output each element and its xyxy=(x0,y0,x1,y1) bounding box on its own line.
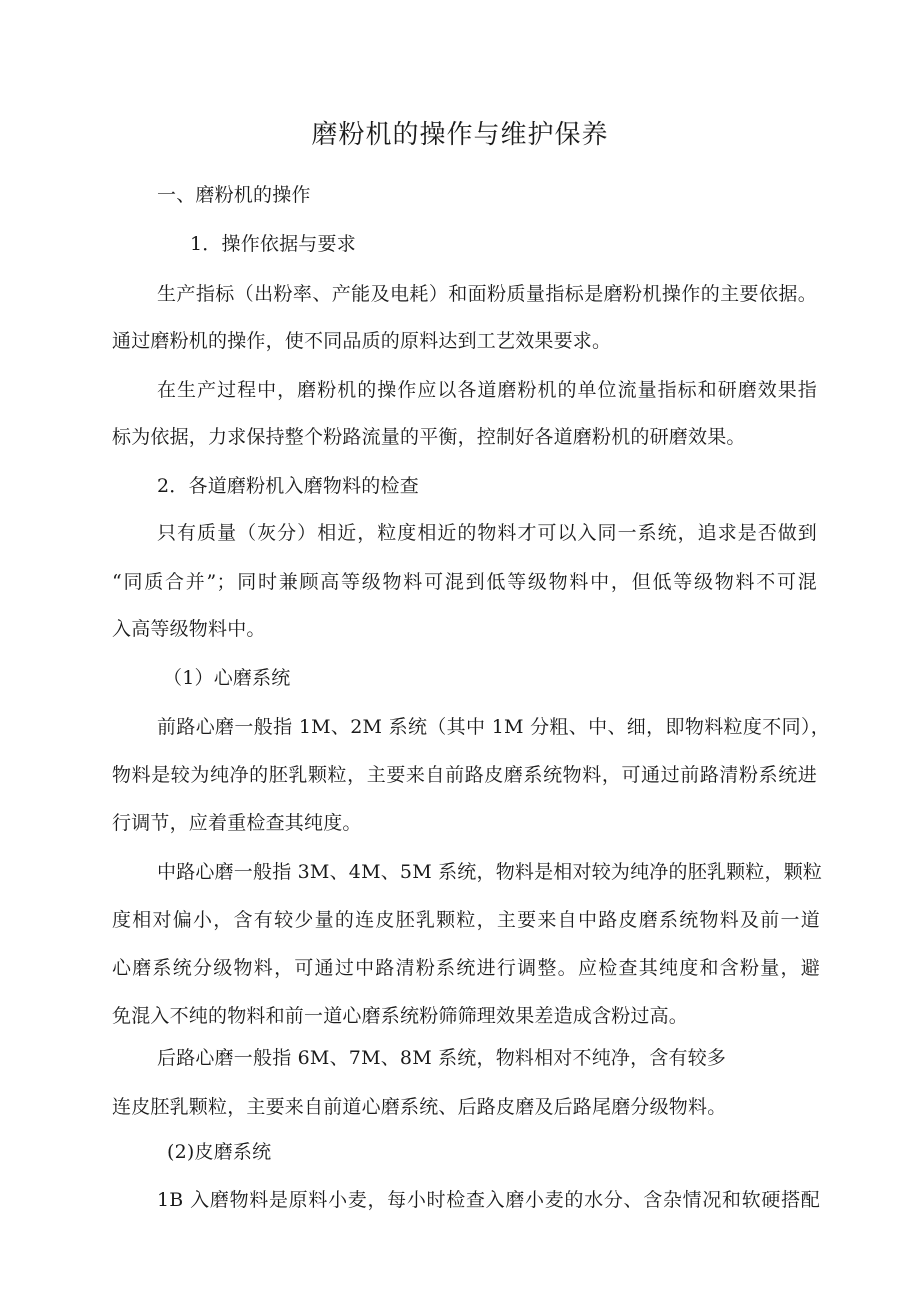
paragraph-line: “同质合并”；同时兼顾高等级物料可混到低等级物料中，但低等级物料不可混 xyxy=(112,571,817,593)
paragraph-line: 连皮胚乳颗粒，主要来自前道心磨系统、后路皮磨及后路尾磨分级物料。 xyxy=(112,1096,727,1118)
page-title: 磨粉机的操作与维护保养 xyxy=(311,120,609,150)
paragraph-line: 入高等级物料中。 xyxy=(112,618,266,640)
paragraph-line: 心磨系统分级物料，可通过中路清粉系统进行调整。应检查其纯度和含粉量，避 xyxy=(112,957,820,979)
sub-heading-break-mill: (2)皮磨系统 xyxy=(167,1141,272,1163)
subsection-heading: 1．操作依据与要求 xyxy=(190,233,356,255)
paragraph-line: 前路心磨一般指 1M、2M 系统（其中 1M 分粗、中、细，即物料粒度不同）， xyxy=(157,716,830,738)
paragraph-line: 只有质量（灰分）相近，粒度相近的物料才可以入同一系统，追求是否做到 xyxy=(157,522,817,544)
paragraph-line: 物料是较为纯净的胚乳颗粒，主要来自前路皮磨系统物料，可通过前路清粉系统进 xyxy=(112,764,817,786)
paragraph-line: 在生产过程中，磨粉机的操作应以各道磨粉机的单位流量指标和研磨效果指 xyxy=(157,379,817,401)
paragraph-line: 度相对偏小，含有较少量的连皮胚乳颗粒，主要来自中路皮磨系统物料及前一道 xyxy=(112,909,820,931)
section-heading: 一、磨粉机的操作 xyxy=(157,184,311,206)
paragraph-line: 行调节，应着重检查其纯度。 xyxy=(112,812,362,834)
paragraph-line: 通过磨粉机的操作，使不同品质的原料达到工艺效果要求。 xyxy=(112,330,612,352)
sub-heading-heart-mill: （1）心磨系统 xyxy=(163,667,291,689)
paragraph-line: 标为依据，力求保持整个粉路流量的平衡，控制好各道磨粉机的研磨效果。 xyxy=(112,426,746,448)
subsection-heading: 2．各道磨粉机入磨物料的检查 xyxy=(157,475,419,497)
paragraph-line: 中路心磨一般指 3M、4M、5M 系统，物料是相对较为纯净的胚乳颗粒，颗粒 xyxy=(157,861,823,883)
paragraph-line: 生产指标（出粉率、产能及电耗）和面粉质量指标是磨粉机操作的主要依据。 xyxy=(157,283,817,305)
paragraph-line: 1B 入磨物料是原料小麦，每小时检查入磨小麦的水分、含杂情况和软硬搭配 xyxy=(157,1189,820,1211)
paragraph-line: 免混入不纯的物料和前一道心磨系统粉筛筛理效果差造成含粉过高。 xyxy=(112,1005,689,1027)
paragraph-line: 后路心磨一般指 6M、7M、8M 系统，物料相对不纯净，含有较多 xyxy=(157,1047,727,1069)
